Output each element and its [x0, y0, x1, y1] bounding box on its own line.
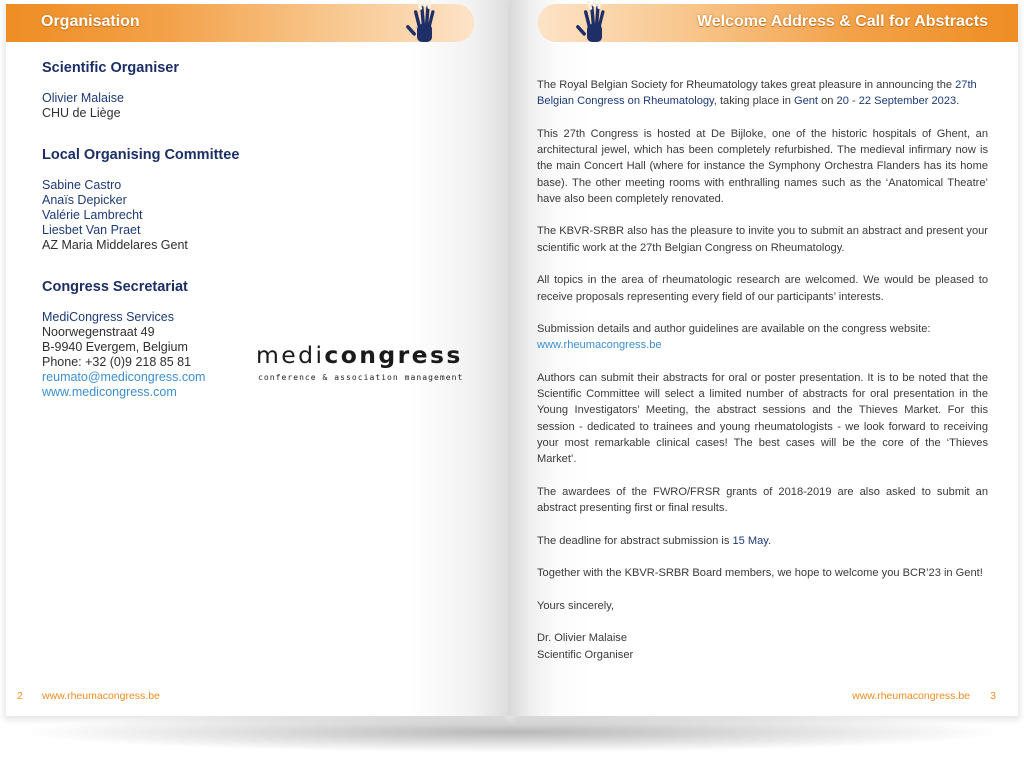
committee-member: Sabine Castro [42, 178, 122, 192]
congress-name-highlight: 27th Belgian Congress on Rheumatology [537, 79, 977, 108]
committee-affiliation: AZ Maria Middelares Gent [42, 238, 188, 252]
secretariat-company: MediCongress Services [42, 310, 174, 324]
deadline-highlight: 15 May [732, 534, 769, 547]
section-heading: Scientific Organiser [42, 60, 179, 76]
footer-url-link[interactable]: www.rheumacongress.be [852, 690, 970, 702]
secretariat-website-link[interactable]: www.medicongress.com [42, 385, 177, 399]
raised-hand-icon [574, 0, 614, 44]
right-page [510, 0, 1018, 716]
logo-tagline: conference & association management [258, 373, 464, 382]
logo-word-bold: congress [324, 341, 463, 369]
header-title: Welcome Address & Call for Abstracts [696, 13, 988, 30]
grants-paragraph: The awardees of the FWRO/FRSR grants of 2018-2019 are also asked to submit an abstract presenting first or final results. [537, 485, 988, 515]
welcome-paragraph: Together with the KBVR-SRBR Board members, we hope to welcome you BCR’23 in Gent! [537, 567, 983, 580]
invitation-paragraph: The KBVR-SRBR also has the pleasure to invite you to submit an abstract and present your scientific work at the 27th Belgian Congress on Rheumatology. [537, 225, 988, 254]
welcome-content [537, 77, 988, 663]
page-number: 2 [17, 690, 23, 702]
page-number: 3 [990, 690, 996, 702]
deadline-paragraph: The deadline for abstract submission is 15 May. [537, 534, 772, 547]
footer-url-link[interactable]: www.rheumacongress.be [42, 690, 160, 702]
secretariat-city: B-9940 Evergem, Belgium [42, 340, 188, 354]
signature-title: Scientific Organiser [537, 648, 634, 661]
raised-hand-icon [404, 0, 444, 44]
secretariat-street: Noorwegenstraat 49 [42, 325, 155, 339]
intro-paragraph: The Royal Belgian Society for Rheumatology takes great pleasure in announcing the 27th Belgian Congress on Rheumatology, taking place in Gent on 20 - 22 September 2023. [537, 79, 977, 108]
committee-member: Valérie Lambrecht [42, 208, 143, 222]
committee-member: Anaïs Depicker [42, 193, 127, 207]
dates-highlight: 20 - 22 September 2023 [836, 95, 957, 108]
presentation-paragraph: Authors can submit their abstracts for oral or poster presentation. It is to be noted that the Scientific Committee will select a limited number of abstracts for oral presentation in the Young Investigators’ Meeting, the abstract sessions and the Thieves Market. For this session - dedicated to trainees and young rheumatologists - we look forward to receiving your most remarkable clinical cases! The best cases will be the core of the ‘Thieves Market’. [537, 371, 988, 466]
local-committee-section [42, 147, 462, 253]
medicongress-logo [256, 343, 476, 382]
organiser-name: Olivier Malaise [42, 91, 124, 105]
city-highlight: Gent [793, 95, 819, 108]
secretariat-phone: Phone: +32 (0)9 218 85 81 [42, 355, 192, 369]
section-heading: Local Organising Committee [42, 147, 240, 163]
organiser-affiliation: CHU de Liège [42, 106, 121, 120]
closing-line: Yours sincerely, [537, 599, 615, 612]
left-page [6, 0, 510, 716]
scientific-organiser-section [42, 60, 462, 121]
section-heading: Congress Secretariat [42, 279, 188, 295]
submission-paragraph: Submission details and author guidelines are available on the congress website: www.rheumacongress.be [537, 323, 931, 352]
logo-word-light: medi [256, 341, 325, 369]
logo-wordmark [256, 343, 476, 367]
signature-name: Dr. Olivier Malaise [537, 632, 628, 644]
committee-member: Liesbet Van Praet [42, 223, 141, 237]
congress-website-link[interactable]: www.rheumacongress.be [537, 339, 662, 352]
venue-paragraph: This 27th Congress is hosted at De Bijloke, one of the historic hospitals of Ghent, an architectural jewel, which has been completely refurbished. The medieval infirmary now is the main Concert Hall (where for instance the Symphony Orchestra Flanders has its home base). The other meeting rooms with enthralling names such as the ‘Anatomical Theatre’ have also been completely renovated. [537, 127, 988, 205]
spread-shadow [30, 712, 994, 752]
secretariat-email-link[interactable]: reumato@medicongress.com [42, 370, 206, 384]
header-title: Organisation [41, 13, 140, 30]
topics-paragraph: All topics in the area of rheumatologic research are welcomed. We would be pleased to receive proposals representing every field of our participants’ interests. [537, 274, 988, 303]
